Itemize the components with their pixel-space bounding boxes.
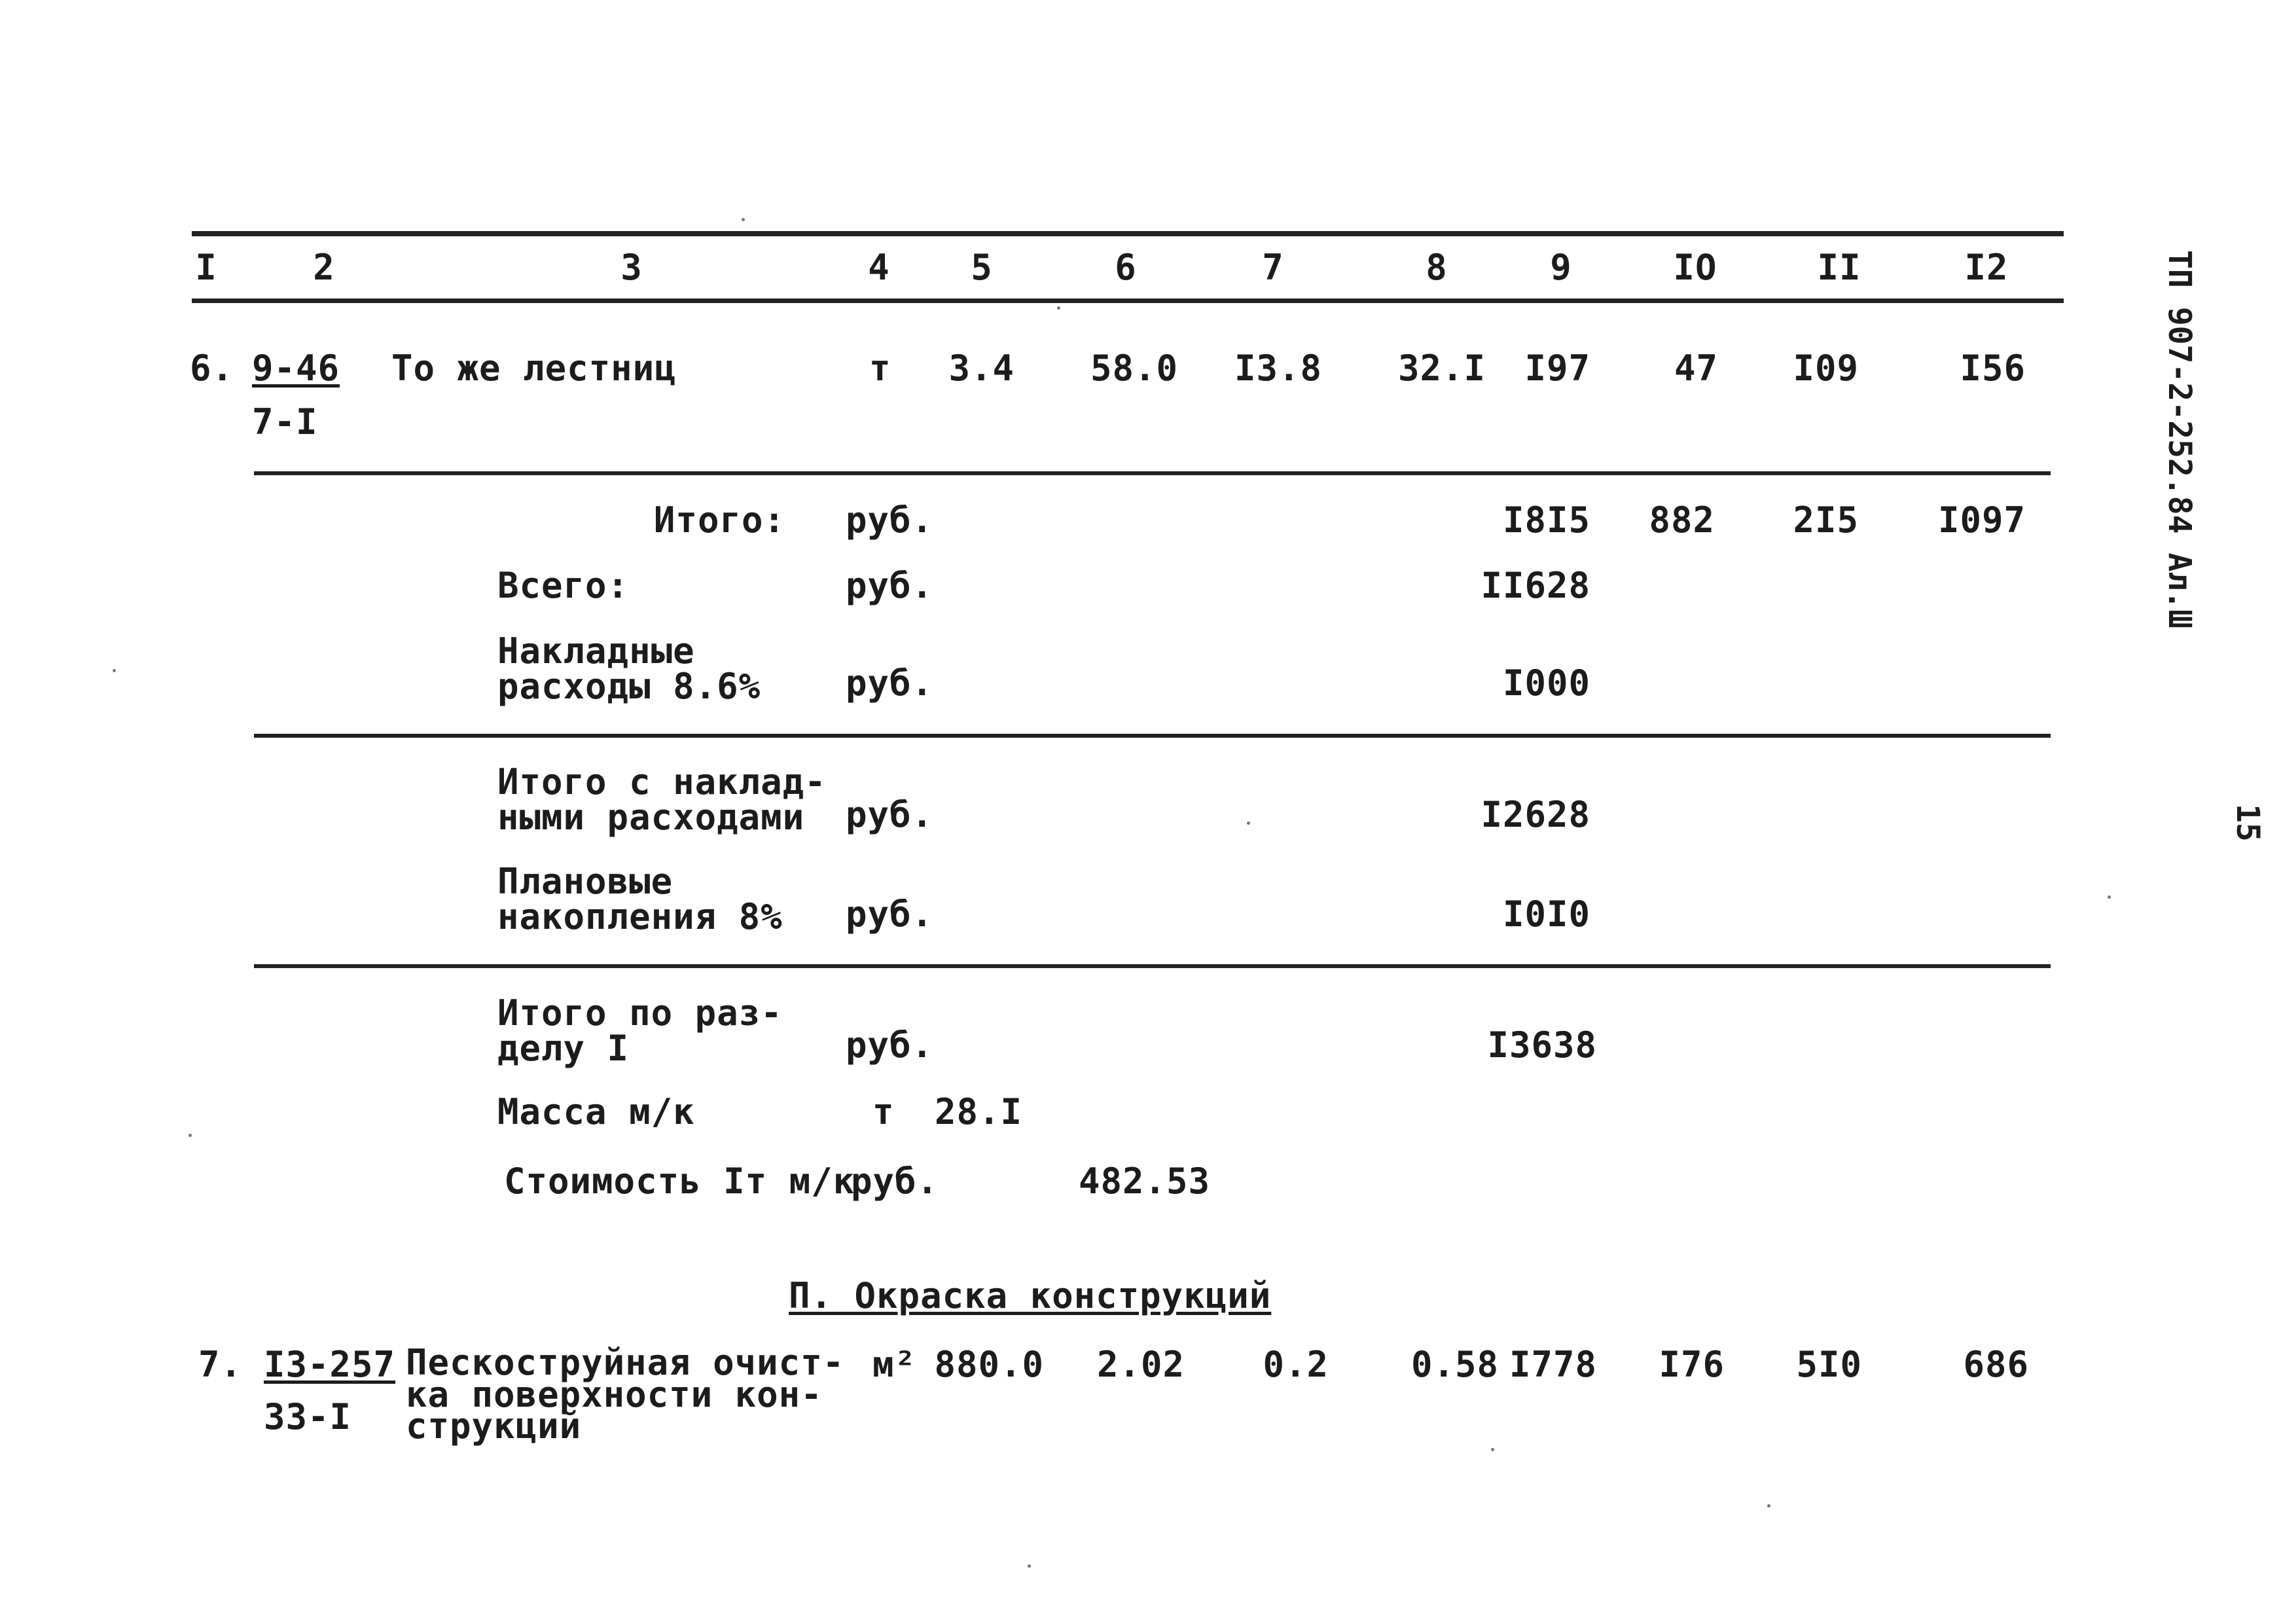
unit: т bbox=[869, 348, 891, 389]
scan-speck bbox=[113, 669, 116, 672]
summary-c12: I097 bbox=[1937, 499, 2026, 541]
work-name: Пескоструйная очист- ка поверхности кон- струкций bbox=[406, 1342, 845, 1447]
summary-c9: I000 bbox=[1502, 662, 1590, 704]
col-header-10: IO bbox=[1673, 247, 1717, 288]
summary-c9: I3638 bbox=[1487, 1024, 1597, 1066]
col-7: 0.2 bbox=[1263, 1344, 1329, 1385]
total-cost: I778 bbox=[1509, 1344, 1597, 1385]
col-8: 0.58 bbox=[1410, 1344, 1499, 1385]
col-12: I56 bbox=[1960, 348, 2026, 389]
scan-speck bbox=[1247, 821, 1250, 825]
document-code: ТП 907-2-252.84 Ал.Ш bbox=[2161, 250, 2198, 628]
norm-subcode: 7-I bbox=[252, 401, 318, 442]
unit-price: 2.02 bbox=[1096, 1344, 1185, 1385]
summary-label: Стоимость Iт м/к bbox=[504, 1161, 855, 1202]
page-number: 15 bbox=[2229, 804, 2266, 842]
quantity: 3.4 bbox=[948, 348, 1015, 389]
summary-c11: 2I5 bbox=[1793, 499, 1859, 541]
scan-speck bbox=[1057, 306, 1060, 310]
summary-unit: руб. bbox=[846, 1024, 934, 1066]
summary-label: Итого с наклад- ными расходами bbox=[497, 761, 827, 838]
summary-unit: т bbox=[872, 1091, 895, 1132]
summary-unit: руб. bbox=[851, 1161, 939, 1202]
scan-speck bbox=[2108, 895, 2111, 899]
col-header-5: 5 bbox=[971, 247, 993, 288]
unit: м² bbox=[872, 1344, 917, 1385]
subtotal-rule-2 bbox=[254, 734, 2051, 738]
scan-speck bbox=[1491, 1448, 1494, 1451]
col-10: I76 bbox=[1659, 1344, 1725, 1385]
scan-speck bbox=[1028, 1564, 1031, 1568]
subtotal-rule-3 bbox=[254, 964, 2051, 968]
summary-c9: I2628 bbox=[1481, 794, 1590, 835]
col-12: 686 bbox=[1963, 1344, 2029, 1385]
col-header-8: 8 bbox=[1426, 247, 1448, 288]
col-header-3: 3 bbox=[620, 247, 643, 288]
col-header-4: 4 bbox=[868, 247, 890, 288]
summary-c9: II628 bbox=[1481, 565, 1590, 606]
summary-c10: 882 bbox=[1649, 499, 1715, 541]
unit-price: 58.0 bbox=[1090, 348, 1178, 389]
summary-label: Итого по раз- делу I bbox=[497, 992, 783, 1069]
summary-unit: руб. bbox=[846, 794, 934, 835]
norm-code: 9-46 bbox=[252, 348, 340, 389]
col-header-12: I2 bbox=[1964, 247, 2009, 288]
summary-label: Масса м/к bbox=[497, 1091, 695, 1132]
col-header-11: II bbox=[1817, 247, 1861, 288]
summary-label: Плановые накопления 8% bbox=[497, 861, 783, 937]
row-number: 6. bbox=[190, 348, 234, 389]
header-rule bbox=[192, 298, 2064, 303]
top-rule bbox=[192, 231, 2064, 236]
summary-label: Накладные расходы 8.6% bbox=[497, 630, 761, 707]
col-header-1: I bbox=[195, 247, 217, 288]
summary-unit: руб. bbox=[846, 499, 934, 541]
norm-subcode: 33-I bbox=[264, 1396, 352, 1437]
col-header-9: 9 bbox=[1550, 247, 1572, 288]
summary-label: Всего: bbox=[497, 565, 630, 606]
summary-c9: I8I5 bbox=[1502, 499, 1590, 541]
col-11: I09 bbox=[1793, 348, 1859, 389]
summary-unit: руб. bbox=[846, 662, 934, 704]
col-10: 47 bbox=[1674, 348, 1718, 389]
summary-unit: руб. bbox=[846, 565, 934, 606]
summary-c9: I0I0 bbox=[1502, 893, 1590, 935]
col-header-6: 6 bbox=[1115, 247, 1137, 288]
total-cost: I97 bbox=[1524, 348, 1590, 389]
col-header-7: 7 bbox=[1262, 247, 1284, 288]
summary-value: 28.I bbox=[935, 1091, 1023, 1132]
section-title: П. Окраска конструкций bbox=[789, 1275, 1272, 1316]
scan-speck bbox=[1767, 1504, 1770, 1507]
row-number: 7. bbox=[198, 1344, 243, 1385]
quantity: 880.0 bbox=[934, 1344, 1044, 1385]
norm-code: I3-257 bbox=[264, 1344, 396, 1385]
scan-speck bbox=[189, 1134, 192, 1137]
work-name: То же лестниц bbox=[391, 348, 677, 389]
col-7: I3.8 bbox=[1234, 348, 1322, 389]
summary-value: 482.53 bbox=[1079, 1161, 1211, 1202]
col-header-2: 2 bbox=[313, 247, 335, 288]
scan-speck bbox=[742, 218, 745, 221]
summary-unit: руб. bbox=[846, 893, 934, 935]
summary-label: Итого: bbox=[653, 499, 785, 541]
col-11: 5I0 bbox=[1796, 1344, 1862, 1385]
col-8: 32.I bbox=[1397, 348, 1486, 389]
subtotal-rule-1 bbox=[254, 471, 2051, 475]
